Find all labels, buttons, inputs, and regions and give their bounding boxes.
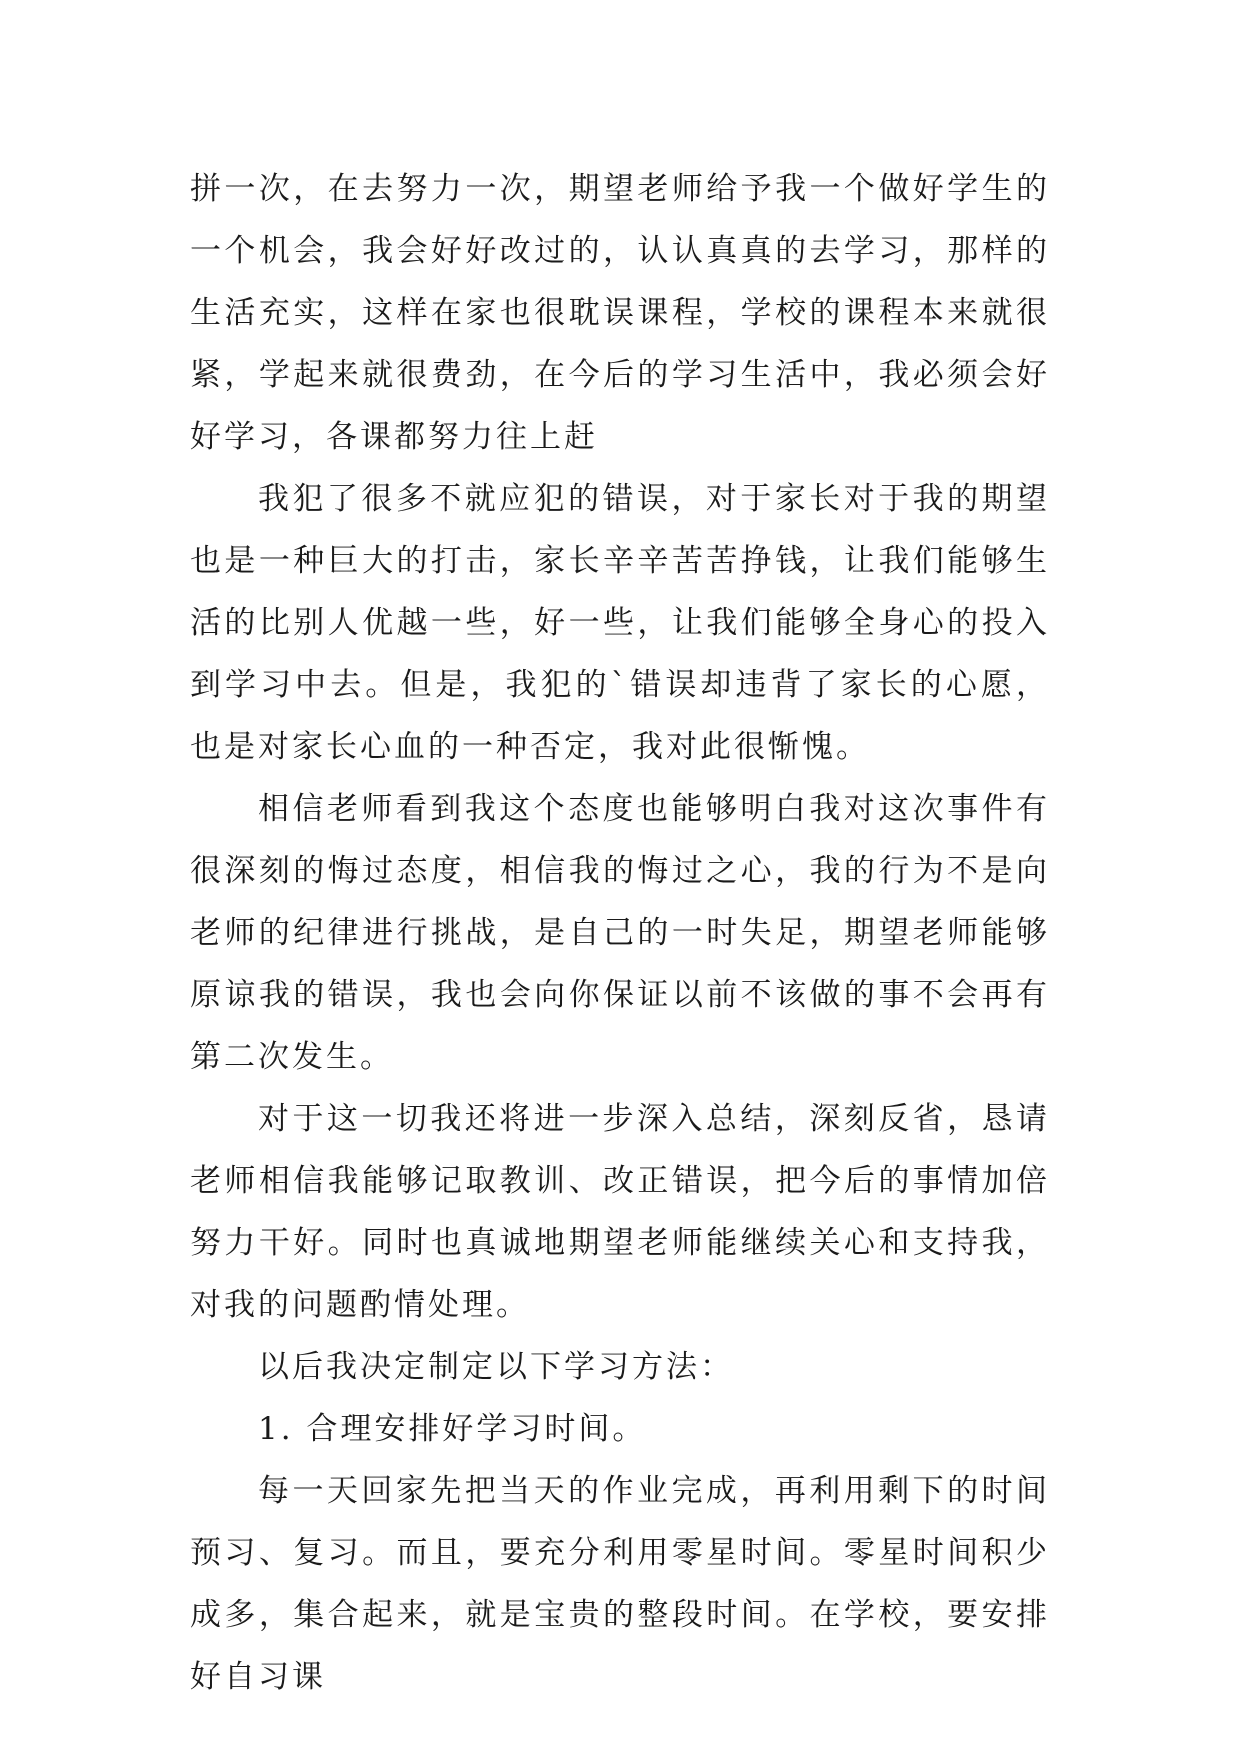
paragraph-2: 我犯了很多不就应犯的错误，对于家长对于我的期望也是一种巨大的打击，家长辛辛苦苦挣钱，让我们能够生活的比别人优越一些，好一些，让我们能够全身心的投入到学习中去。但是，我犯的`错误却违背了家长的心愿，也是对家长心血的一种否定，我对此很惭愧。	[190, 481, 1050, 765]
paragraph-3: 相信老师看到我这个态度也能够明白我对这次事件有很深刻的悔过态度，相信我的悔过之心，我的行为不是向老师的纪律进行挑战，是自己的一时失足，期望老师能够原谅我的错误，我也会向你保证以前不该做的事不会再有第二次发生。	[190, 791, 1050, 1075]
paragraph-7: 每一天回家先把当天的作业完成，再利用剩下的时间预习、复习。而且，要充分利用零星时间。零星时间积少成多，集合起来，就是宝贵的整段时间。在学校，要安排好自习课	[190, 1473, 1050, 1695]
paragraph-4: 对于这一切我还将进一步深入总结，深刻反省，恳请老师相信我能够记取教训、改正错误，把今后的事情加倍努力干好。同时也真诚地期望老师能继续关心和支持我，对我的问题酌情处理。	[190, 1101, 1050, 1323]
paragraph-6: 1. 合理安排好学习时间。	[258, 1411, 647, 1447]
document-body	[190, 158, 1050, 1708]
paragraph-5: 以后我决定制定以下学习方法：	[258, 1349, 734, 1385]
paragraph-1: 拼一次，在去努力一次，期望老师给予我一个做好学生的一个机会，我会好好改过的，认认真真的去学习，那样的生活充实，这样在家也很耽误课程，学校的课程本来就很紧，学起来就很费劲，在今后的学习生活中，我必须会好好学习，各课都努力往上赶	[190, 171, 1050, 455]
